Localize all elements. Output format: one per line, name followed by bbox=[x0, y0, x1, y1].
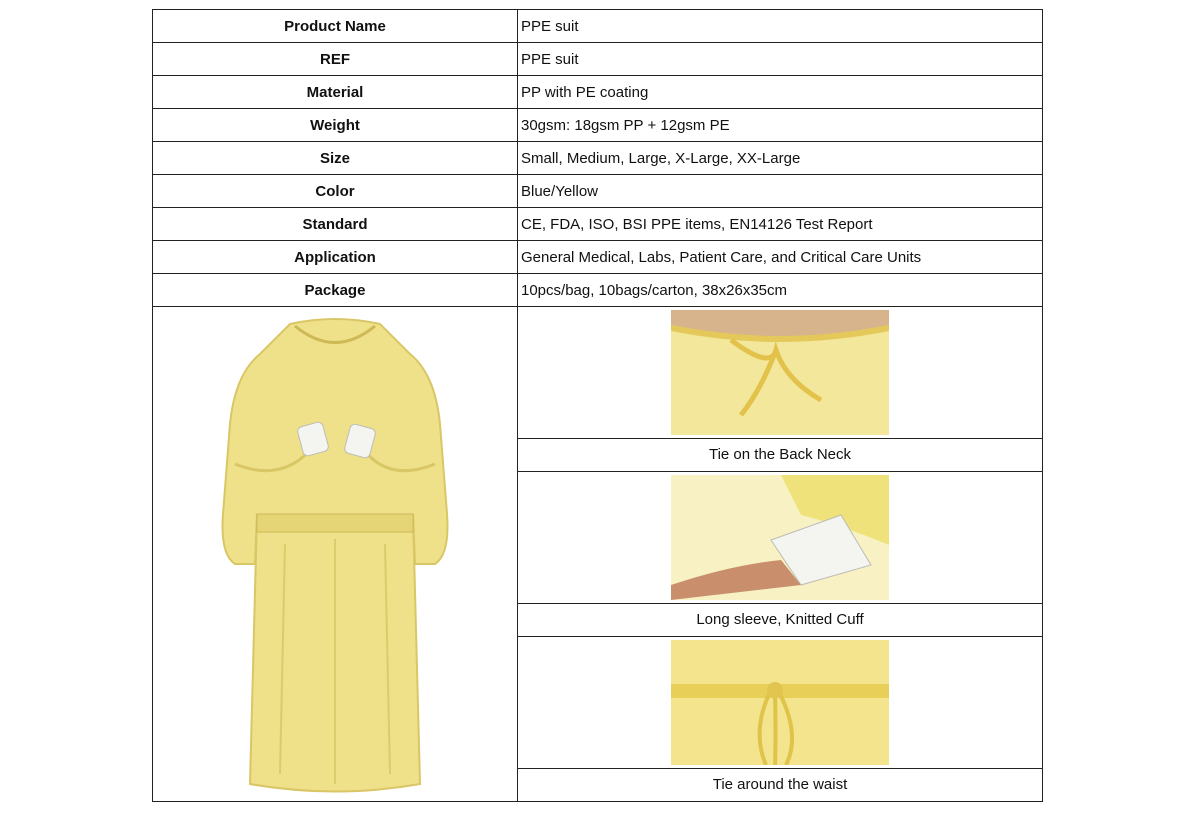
spec-row-color bbox=[153, 175, 1043, 208]
spec-row-standard bbox=[153, 208, 1043, 241]
waist-tie-photo bbox=[671, 640, 889, 765]
back-neck-photo-slot bbox=[518, 307, 1042, 439]
caption-back-neck: Tie on the Back Neck bbox=[518, 439, 1042, 472]
spec-label: Size bbox=[153, 142, 518, 175]
spec-value: PP with PE coating bbox=[518, 76, 1043, 109]
spec-label: Material bbox=[153, 76, 518, 109]
cuff-photo-slot bbox=[518, 472, 1042, 604]
spec-row-application bbox=[153, 241, 1043, 274]
knitted-cuff-photo bbox=[671, 475, 889, 600]
spec-label: Application bbox=[153, 241, 518, 274]
gown-photo bbox=[195, 314, 475, 794]
spec-label: REF bbox=[153, 43, 518, 76]
spec-label: Standard bbox=[153, 208, 518, 241]
spec-value: 10pcs/bag, 10bags/carton, 38x26x35cm bbox=[518, 274, 1043, 307]
spec-value: Blue/Yellow bbox=[518, 175, 1043, 208]
spec-row-weight bbox=[153, 109, 1043, 142]
spec-row-material bbox=[153, 76, 1043, 109]
caption-waist: Tie around the waist bbox=[712, 776, 848, 793]
spec-row-product-name bbox=[153, 10, 1043, 43]
spec-row-package bbox=[153, 274, 1043, 307]
spec-value: Small, Medium, Large, X-Large, XX-Large bbox=[518, 142, 1043, 175]
spec-value: PPE suit bbox=[518, 43, 1043, 76]
image-row bbox=[153, 307, 1043, 802]
detail-photos bbox=[518, 307, 1042, 801]
spec-label: Color bbox=[153, 175, 518, 208]
waist-photo-slot bbox=[518, 637, 1042, 769]
back-neck-tie-photo bbox=[671, 310, 889, 435]
spec-table bbox=[152, 9, 1043, 802]
spec-row-ref bbox=[153, 43, 1043, 76]
spec-row-size bbox=[153, 142, 1043, 175]
spec-label: Product Name bbox=[153, 10, 518, 43]
detail-photos-cell bbox=[518, 307, 1043, 802]
caption-cuff: Long sleeve, Knitted Cuff bbox=[518, 604, 1042, 637]
spec-value: CE, FDA, ISO, BSI PPE items, EN14126 Test Report bbox=[518, 208, 1043, 241]
gown-photo-cell bbox=[153, 307, 518, 802]
spec-value: PPE suit bbox=[518, 10, 1043, 43]
spec-label: Package bbox=[153, 274, 518, 307]
spec-value: General Medical, Labs, Patient Care, and Critical Care Units bbox=[518, 241, 1043, 274]
spec-value: 30gsm: 18gsm PP + 12gsm PE bbox=[518, 109, 1043, 142]
spec-label: Weight bbox=[153, 109, 518, 142]
